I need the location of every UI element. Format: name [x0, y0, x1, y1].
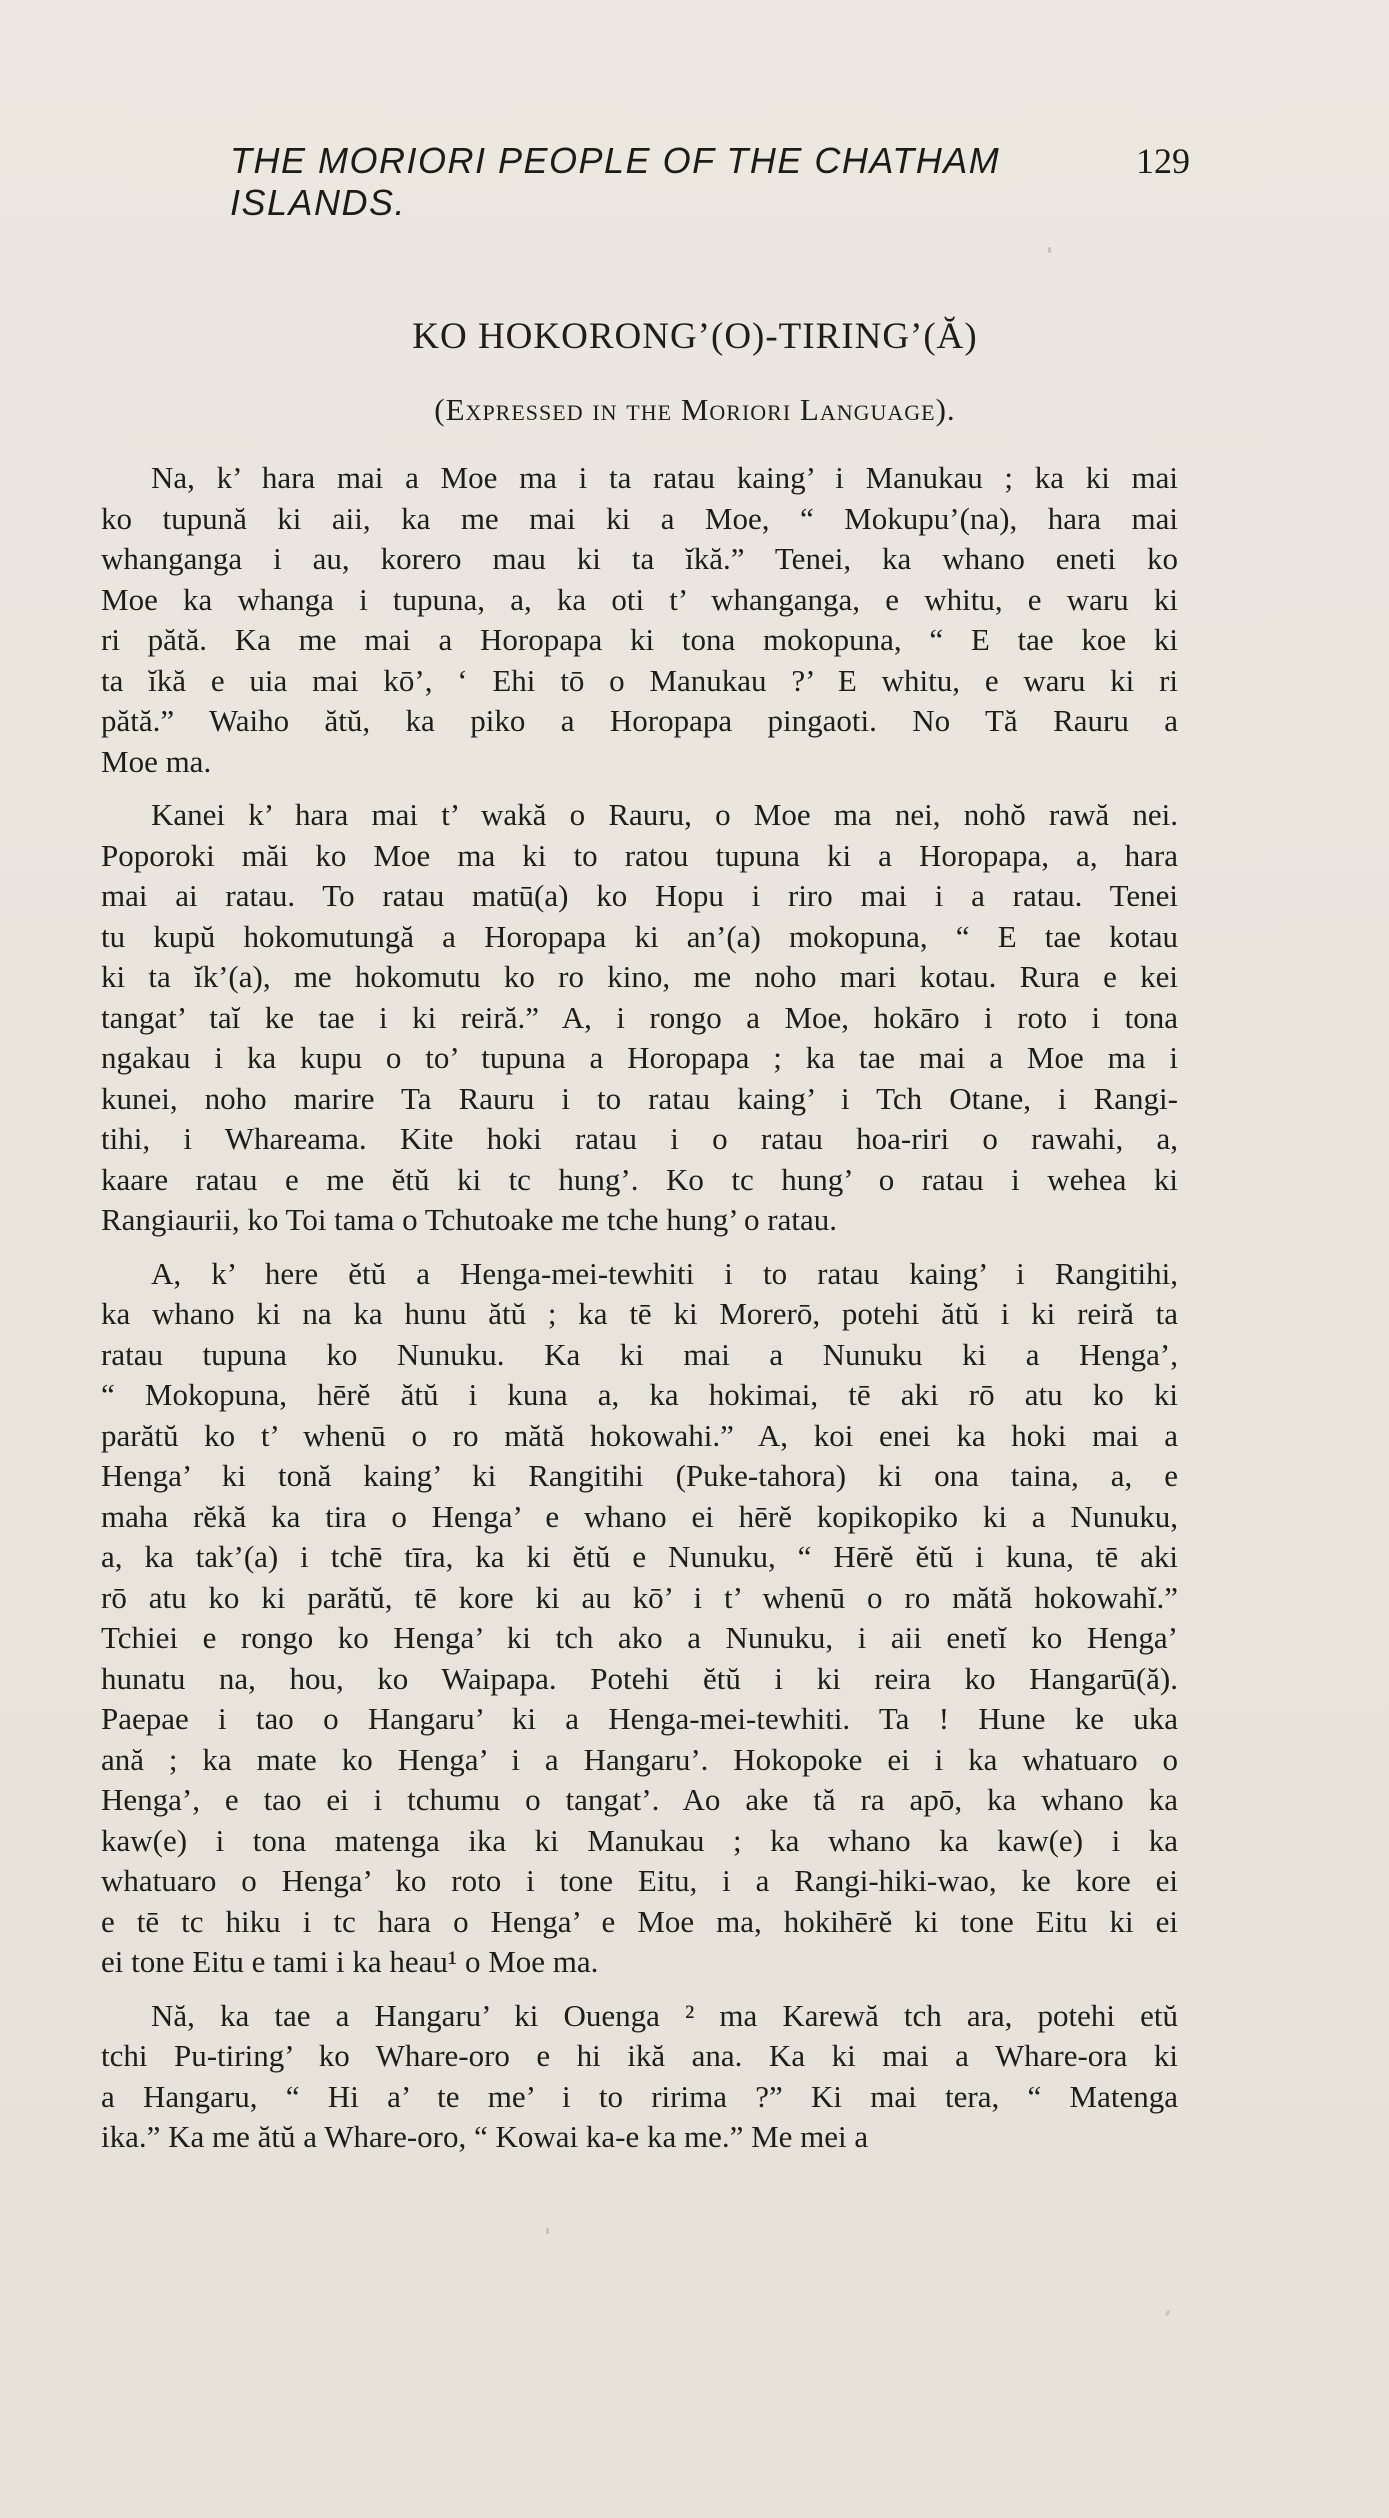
text-line: kaw(e) i tona matenga ika ki Manukau ; ka whano ka kaw(e) i ka	[101, 1822, 1178, 1858]
paragraph	[101, 795, 1178, 1241]
text-line: ika.” Ka me ătŭ a Whare-oro, “ Kowai ka-e ka me.” Me mei a	[101, 2119, 869, 2154]
text-line: ko tupună ki aii, ka me mai ki a Moe, “ Mokupu’(na), hara mai	[101, 500, 1178, 536]
paragraph	[101, 1254, 1178, 1983]
text-line: ngakau i ka kupu o to’ tupuna a Horopapa ; ka tae mai a Moe ma i	[101, 1040, 1178, 1075]
text-line: ei tone Eitu e tami i ka heau¹ o Moe ma.	[101, 1944, 599, 1979]
text-line: ri pătă. Ka me mai a Horopapa ki tona mokopuna, “ E tae koe ki	[101, 622, 1178, 657]
text-line: Poporoki măi ko Moe ma ki to ratou tupuna ki a Horopapa, a, hara	[101, 837, 1178, 873]
text-line: Na, k’ hara mai a Moe ma i ta ratau kaing’ i Manukau ; ka ki mai	[151, 460, 1178, 495]
paragraph	[101, 458, 1178, 782]
text-line: ki ta ĭk’(a), me hokomutu ko ro kino, me noho mari kotau. Rura e kei	[101, 959, 1178, 994]
paragraph	[101, 1996, 1178, 2158]
page-number: 129	[1136, 141, 1190, 181]
chapter-heading: KO HOKORONG’(O)-TIRING’(Ă)	[412, 316, 978, 357]
text-line: e tē tc hiku i tc hara o Henga’ e Moe ma, hokihērĕ ki tone Eitu ki ei	[101, 1903, 1178, 1939]
paper-speck	[1165, 2310, 1171, 2317]
text-line: A, k’ here ĕtŭ a Henga-mei-tewhiti i to ratau kaing’ i Rangitihi,	[151, 1255, 1178, 1291]
text-line: ta ĭkă e uia mai kō’, ‘ Ehi tō o Manukau ?’ E whitu, e waru ki ri	[101, 662, 1178, 698]
text-line: kunei, noho marire Ta Rauru i to ratau kaing’ i Tch Otane, i Rangi-	[101, 1080, 1178, 1116]
text-line: parătŭ ko t’ whenū o ro mătă hokowahi.” A, koi enei ka hoki mai a	[101, 1417, 1178, 1453]
running-head	[230, 140, 1190, 223]
text-line: tchi Pu-tiring’ ko Whare-oro e hi ikă ana. Ka ki mai a Whare-ora ki	[101, 2038, 1178, 2073]
text-line: Rangiaurii, ko Toi tama o Tchutoake me tche hung’ o ratau.	[101, 1202, 838, 1237]
text-line: tangat’ taĭ ke tae i ki reiră.” A, i rongo a Moe, hokāro i roto i tona	[101, 999, 1178, 1035]
text-line: Moe ma.	[101, 743, 212, 779]
text-line: Henga’, e tao ei i tchumu o tangat’. Ao ake tă ra apō, ka whano ka	[101, 1782, 1178, 1817]
text-line: Tchiei e rongo ko Henga’ ki tch ako a Nunuku, i aii enetĭ ko Henga’	[101, 1620, 1178, 1655]
text-line: Henga’ ki tonă kaing’ ki Rangitihi (Puke-tahora) ki ona taina, a, e	[101, 1458, 1178, 1493]
chapter-subheading: (Expressed in the Moriori Language).	[434, 392, 956, 427]
text-line: tihi, i Whareama. Kite hoki ratau i o ratau hoa-riri o rawahi, a,	[101, 1121, 1178, 1156]
text-line: rō atu ko ki parătŭ, tē kore ki au kō’ i t’ whenū o ro mătă hokowahĭ.”	[101, 1579, 1178, 1615]
text-line: maha rĕkă ka tira o Henga’ e whano ei hērĕ kopikopiko ki a Nunuku,	[101, 1498, 1178, 1534]
text-line: hunatu na, hou, ko Waipapa. Potehi ĕtŭ i ki reira ko Hangarū(ă).	[101, 1660, 1178, 1696]
text-line: whatuaro o Henga’ ko roto i tone Eitu, i a Rangi-hiki-wao, ke kore ei	[101, 1863, 1178, 1898]
text-line: “ Mokopuna, hērĕ ătŭ i kuna a, ka hokimai, tē aki rō atu ko ki	[101, 1377, 1178, 1412]
text-line: whanganga i au, korero mau ki ta ĭkă.” Tenei, ka whano eneti ko	[101, 541, 1178, 576]
text-line: Nă, ka tae a Hangaru’ ki Ouenga ² ma Karewă tch ara, potehi etŭ	[151, 1997, 1178, 2033]
text-line: ka whano ki na ka hunu ătŭ ; ka tē ki Morerō, potehi ătŭ i ki reiră ta	[101, 1296, 1178, 1331]
text-line: a, ka tak’(a) i tchē tīra, ka ki ĕtŭ e Nunuku, “ Hērĕ ĕtŭ i kuna, tē aki	[101, 1539, 1178, 1574]
text-line: kaare ratau e me ĕtŭ ki tc hung’. Ko tc hung’ o ratau i wehea ki	[101, 1161, 1178, 1197]
text-line: a Hangaru, “ Hi a’ te me’ i to ririma ?” Ki mai tera, “ Matenga	[101, 2078, 1178, 2114]
text-line: Kanei k’ hara mai t’ wakă o Rauru, o Moe ma nei, nohŏ rawă nei.	[151, 797, 1178, 832]
text-line: tu kupŭ hokomutungă a Horopapa ki an’(a) mokopuna, “ E tae kotau	[101, 918, 1178, 954]
text-line: ratau tupuna ko Nunuku. Ka ki mai a Nunuku ki a Henga’,	[101, 1336, 1178, 1372]
paper-speck	[1048, 247, 1051, 253]
text-line: ană ; ka mate ko Henga’ i a Hangaru’. Hokopoke ei i ka whatuaro o	[101, 1741, 1178, 1777]
text-line: mai ai ratau. To ratau matū(a) ko Hopu i riro mai i a ratau. Tenei	[101, 878, 1178, 913]
text-line: Moe ka whanga i tupuna, a, ka oti t’ whanganga, e whitu, e waru ki	[101, 581, 1178, 617]
text-line: Paepae i tao o Hangaru’ ki a Henga-mei-tewhiti. Ta ! Hune ke uka	[101, 1701, 1178, 1736]
paper-speck	[546, 2228, 549, 2234]
text-line: pătă.” Waiho ătŭ, ka piko a Horopapa pingaoti. No Tă Rauru a	[101, 703, 1178, 738]
running-title: THE MORIORI PEOPLE OF THE CHATHAM ISLANDS.	[230, 140, 1001, 223]
body-text	[101, 458, 1178, 2171]
